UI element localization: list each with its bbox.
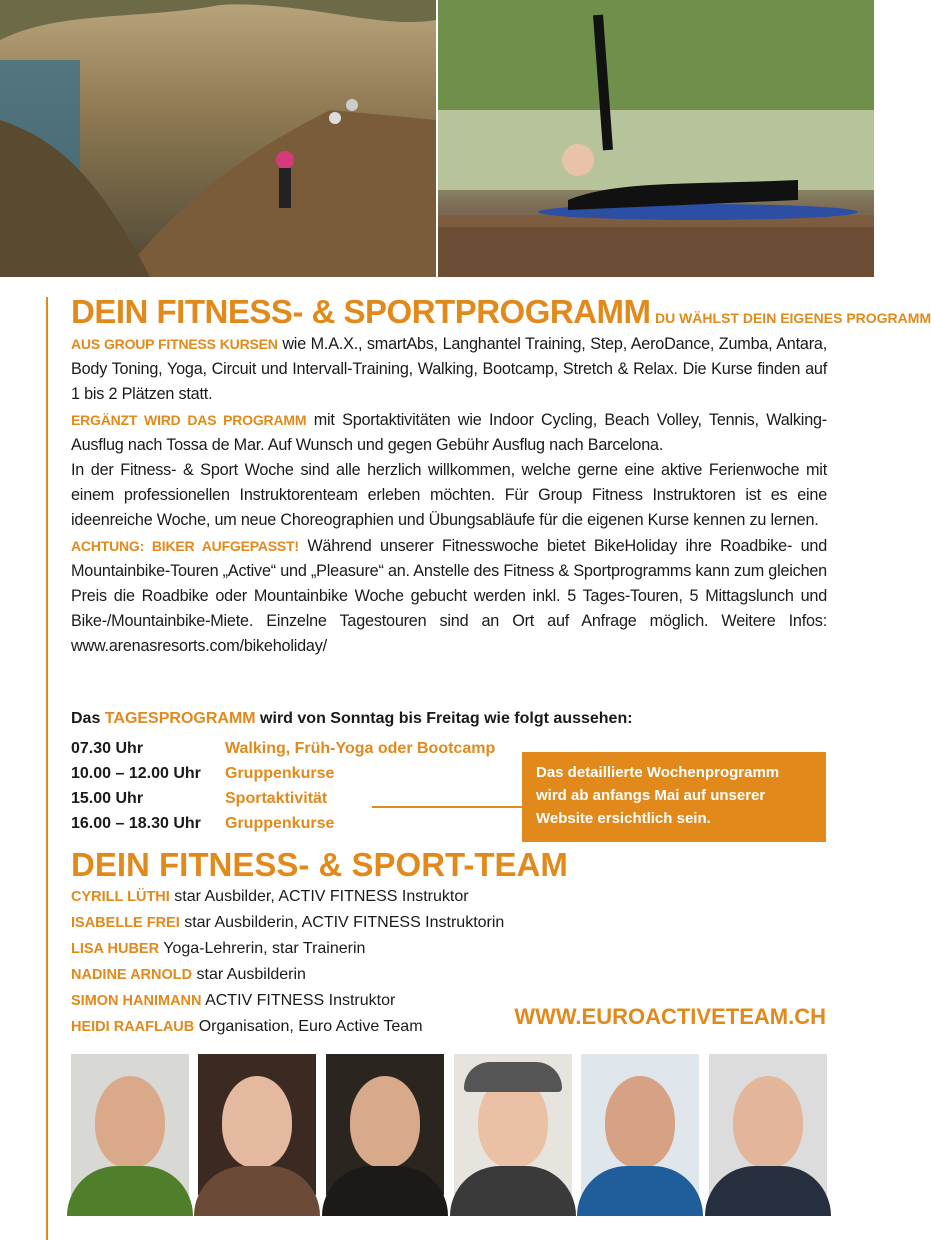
schedule-table [71,736,495,836]
portrait-lisa [326,1054,444,1195]
schedule-row [71,761,495,786]
program-title: DEIN FITNESS- & SPORTPROGRAMM [71,293,651,330]
member-role: star Ausbilderin [192,966,306,983]
schedule-activity: Sportaktivität [225,790,328,807]
schedule-row [71,811,495,836]
portrait-shoulders [450,1166,576,1216]
team-member [71,1014,504,1040]
schedule-row [71,736,495,761]
accent-vertical-line [46,297,48,1240]
portrait-face [95,1076,165,1168]
activities-lead: ERGÄNZT WIRD DAS PROGRAMM [71,411,307,428]
portrait-shoulders [322,1166,448,1216]
member-role: star Ausbilder, ACTIV FITNESS Instruktor [169,888,469,905]
member-role: ACTIV FITNESS Instruktor [201,992,396,1009]
weekly-program-note: Das detaillierte Wochenprogramm wird ab anfangs Mai auf unserer Website ersichtlich sein. [522,752,826,842]
schedule-time: 07.30 Uhr [71,740,144,757]
member-role: Organisation, Euro Active Team [194,1018,423,1035]
pilates-photo-graphic [438,0,874,277]
portrait-isabelle [198,1054,316,1195]
courses-lead: AUS GROUP FITNESS KURSEN [71,336,278,352]
schedule-time: 16.00 – 18.30 Uhr [71,815,201,832]
schedule-activity: Walking, Früh-Yoga oder Bootcamp [225,740,496,757]
schedule-intro-highlight: TAGESPROGRAMM [104,710,256,727]
portrait-nadine [454,1054,572,1195]
schedule-connector-line [372,806,522,808]
portrait-shoulders [705,1166,831,1216]
hiking-photo [0,0,436,277]
team-member [71,962,504,988]
hat-shape [464,1062,562,1092]
program-paragraph-welcome: In der Fitness- & Sport Woche sind alle herzlich willkommen, welche gerne eine aktive Ferienwoche mit einem professionellen Instruktorenteam erleben möchten. Für Group Fitness Instruktoren ist es eine ideenreiche Woche, um neue Choreographien und Übungsabläufe für die eigenen Kurse kennen zu lernen. [71,461,827,530]
team-member [71,884,504,910]
member-name: NADINE ARNOLD [71,967,193,983]
member-role: star Ausbilderin, ACTIV FITNESS Instruktorin [179,914,505,931]
member-role: Yoga-Lehrerin, star Trainerin [159,940,366,957]
portrait-face [733,1076,803,1168]
member-name: ISABELLE FREI [71,915,180,931]
bikers-lead: ACHTUNG: BIKER AUFGEPASST! [71,537,299,554]
schedule-time: 15.00 Uhr [71,790,144,807]
courses-text: wie M.A.X., smartAbs, Langhantel Training, Step, AeroDance, Zumba, Antara, Body Toning, Yoga, Circuit und Intervall-Training, Walking, Bootcamp, Stretch & Relax. Die Kurse finden auf 1 bis 2 Plätzen statt. [71,335,827,404]
program-section [71,292,931,660]
portrait-cyrill [71,1054,189,1195]
portrait-face [222,1076,292,1168]
member-name: LISA HUBER [71,941,160,957]
program-heading [71,292,931,332]
portrait-shoulders [577,1166,703,1216]
portrait-shoulders [194,1166,320,1216]
team-member [71,988,504,1014]
portrait-simon [581,1054,699,1195]
team-title: DEIN FITNESS- & SPORT-TEAM [71,846,568,883]
member-name: HEIDI RAAFLAUB [71,1019,195,1035]
schedule-intro [71,710,633,728]
team-member [71,910,504,936]
portrait-face [605,1076,675,1168]
team-list [71,884,504,1040]
program-subtitle: DU WÄHLST DEIN EIGENES PROGRAMM [654,310,931,326]
schedule-intro-after: wird von Sonntag bis Freitag wie folgt aussehen: [255,710,633,727]
portrait-shoulders [67,1166,193,1216]
schedule-activity: Gruppenkurse [225,765,335,782]
portrait-face [350,1076,420,1168]
portrait-heidi [709,1054,827,1195]
schedule-activity: Gruppenkurse [225,815,335,832]
bikers-text: Während unserer Fitnesswoche bietet BikeHoliday ihre Roadbike- und Mountainbike-Touren „Active“ und „Pleasure“ an. Anstelle des Fitness & Sportprogramms kann zum gleichen Preis die Roadbike oder Mountainbike Woche gebucht werden inkl. 5 Tages-Touren, 5 Mittagslunch und Bike-/Mountainbike-Miete. Einzelne Tagestouren sind an Ort auf Anfrage möglich. Weitere Infos: www.arenasresorts.com/bikeholiday/ [71,536,827,656]
member-name: CYRILL LÜTHI [71,889,170,905]
activities-text: mit Sportaktivitäten wie Indoor Cycling, Beach Volley, Tennis, Walking-Ausflug nach Tossa de Mar. Auf Wunsch und gegen Gebühr Ausflug nach Barcelona. [71,410,827,454]
hiking-photo-graphic [0,0,436,277]
schedule-time: 10.00 – 12.00 Uhr [71,765,201,782]
pilates-photo [438,0,874,277]
website-link[interactable]: WWW.EUROACTIVETEAM.CH [514,1004,826,1029]
schedule-intro-before: Das [71,710,105,727]
program-paragraph-courses [71,332,827,408]
program-paragraph-bikers [71,534,827,660]
member-name: SIMON HANIMANN [71,993,202,1009]
program-paragraph-activities [71,408,827,458]
team-member [71,936,504,962]
